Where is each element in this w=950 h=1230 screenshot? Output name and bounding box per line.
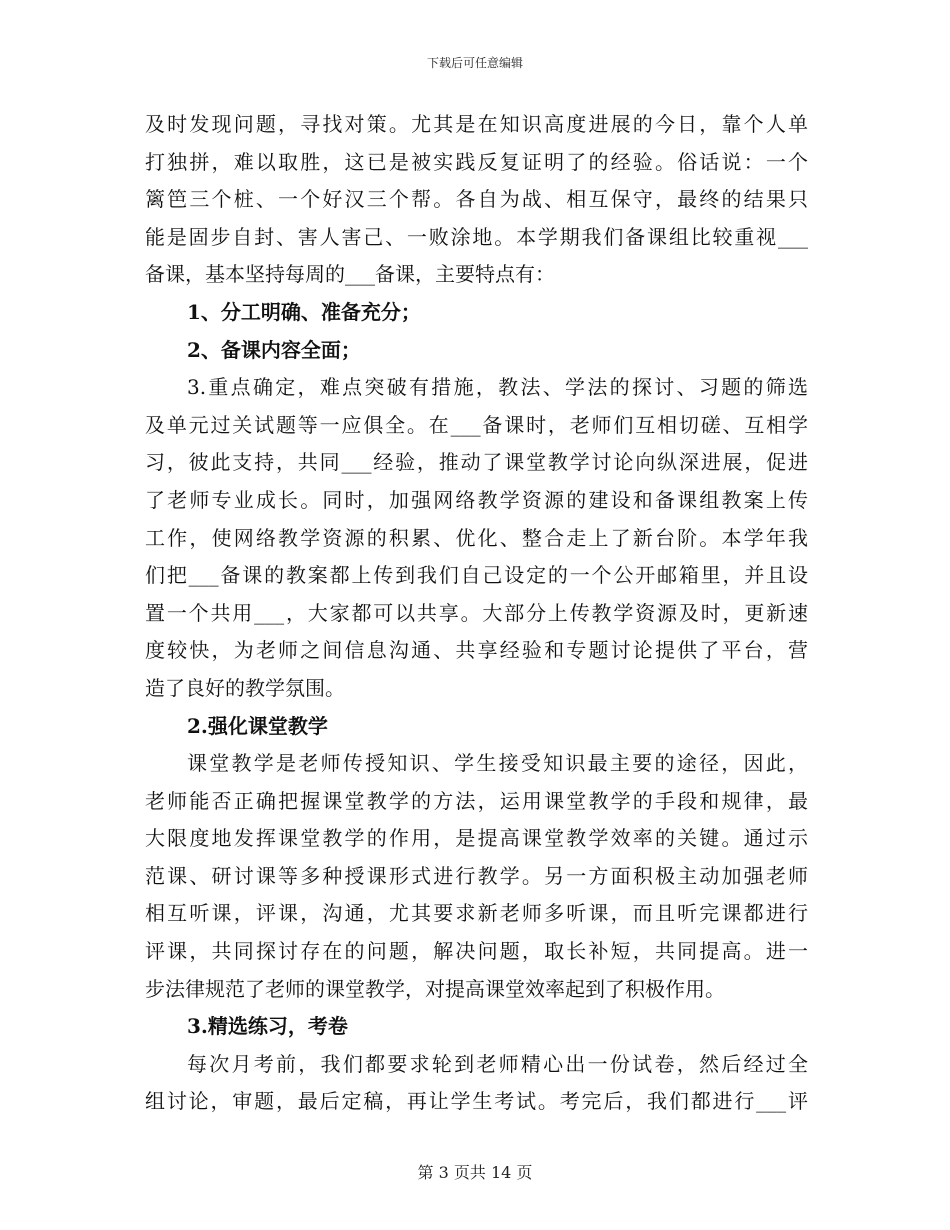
- paragraph-line: 课堂教学是老师传授知识、学生接受知识最主要的途径，因此，: [187, 751, 808, 776]
- section-heading: 3.精选练习，考卷: [187, 1014, 348, 1039]
- paragraph-line: 能是固步自封、害人害己、一败涂地。本学期我们备课组比较重视___: [145, 224, 808, 249]
- paragraph-line: 篱笆三个桩、一个好汉三个帮。各自为战、相互保守，最终的结果只: [145, 187, 808, 212]
- section-heading: 2.强化课堂教学: [187, 713, 328, 738]
- paragraph-line: 相互听课，评课，沟通，尤其要求新老师多听课，而且听完课都进行: [145, 901, 808, 926]
- paragraph-line: 每次月考前，我们都要求轮到老师精心出一份试卷，然后经过全: [187, 1051, 808, 1076]
- paragraph-line: 组讨论，审题，最后定稿，再让学生考试。考完后，我们都进行___评: [145, 1089, 808, 1114]
- paragraph-line: 评课，共同探讨存在的问题，解决问题，取长补短，共同提高。进一: [145, 939, 808, 964]
- document-body: [145, 106, 808, 1121]
- paragraph-line: 大限度地发挥课堂教学的作用，是提高课堂教学效率的关键。通过示: [145, 826, 808, 851]
- paragraph-line: 置一个共用___，大家都可以共享。大部分上传教学资源及时，更新速: [145, 600, 808, 625]
- paragraph-line: 备课，基本坚持每周的___备课，主要特点有：: [145, 262, 555, 287]
- paragraph-line: 步法律规范了老师的课堂教学，对提高课堂效率起到了积极作用。: [145, 976, 725, 1001]
- paragraph-line: 造了良好的教学氛围。: [145, 675, 345, 700]
- paragraph-line: 工作，使网络教学资源的积累、优化、整合走上了新台阶。本学年我: [145, 525, 808, 550]
- paragraph-line: 们把___备课的教案都上传到我们自己设定的一个公开邮箱里，并且设: [145, 563, 808, 588]
- paragraph-line: 打独拼，难以取胜，这已是被实践反复证明了的经验。俗话说：一个: [145, 149, 808, 174]
- paragraph-line: 及时发现问题，寻找对策。尤其是在知识高度进展的今日，靠个人单: [145, 112, 808, 136]
- paragraph-line: 度较快，为老师之间信息沟通、共享经验和专题讨论提供了平台，营: [145, 638, 808, 663]
- paragraph-line: 范课、研讨课等多种授课形式进行教学。另一方面积极主动加强老师: [145, 863, 808, 888]
- paragraph-line: 了老师专业成长。同时，加强网络教学资源的建设和备课组教案上传: [145, 487, 808, 512]
- page-footer: 第 3 页共 14 页: [417, 1163, 533, 1182]
- paragraph-line: 3.重点确定，难点突破有措施，教法、学法的探讨、习题的筛选: [187, 375, 808, 400]
- section-heading: 2、备课内容全面；: [187, 337, 361, 362]
- section-heading: 1、分工明确、准备充分；: [187, 299, 421, 324]
- paragraph-line: 习，彼此支持，共同___经验，推动了课堂教学讨论向纵深进展，促进: [145, 450, 808, 475]
- paragraph-line: 及单元过关试题等一应俱全。在___备课时，老师们互相切磋、互相学: [145, 412, 808, 437]
- page-header: 下载后可任意编辑: [426, 56, 523, 70]
- paragraph-line: 老师能否正确把握课堂教学的方法，运用课堂教学的手段和规律，最: [145, 788, 808, 813]
